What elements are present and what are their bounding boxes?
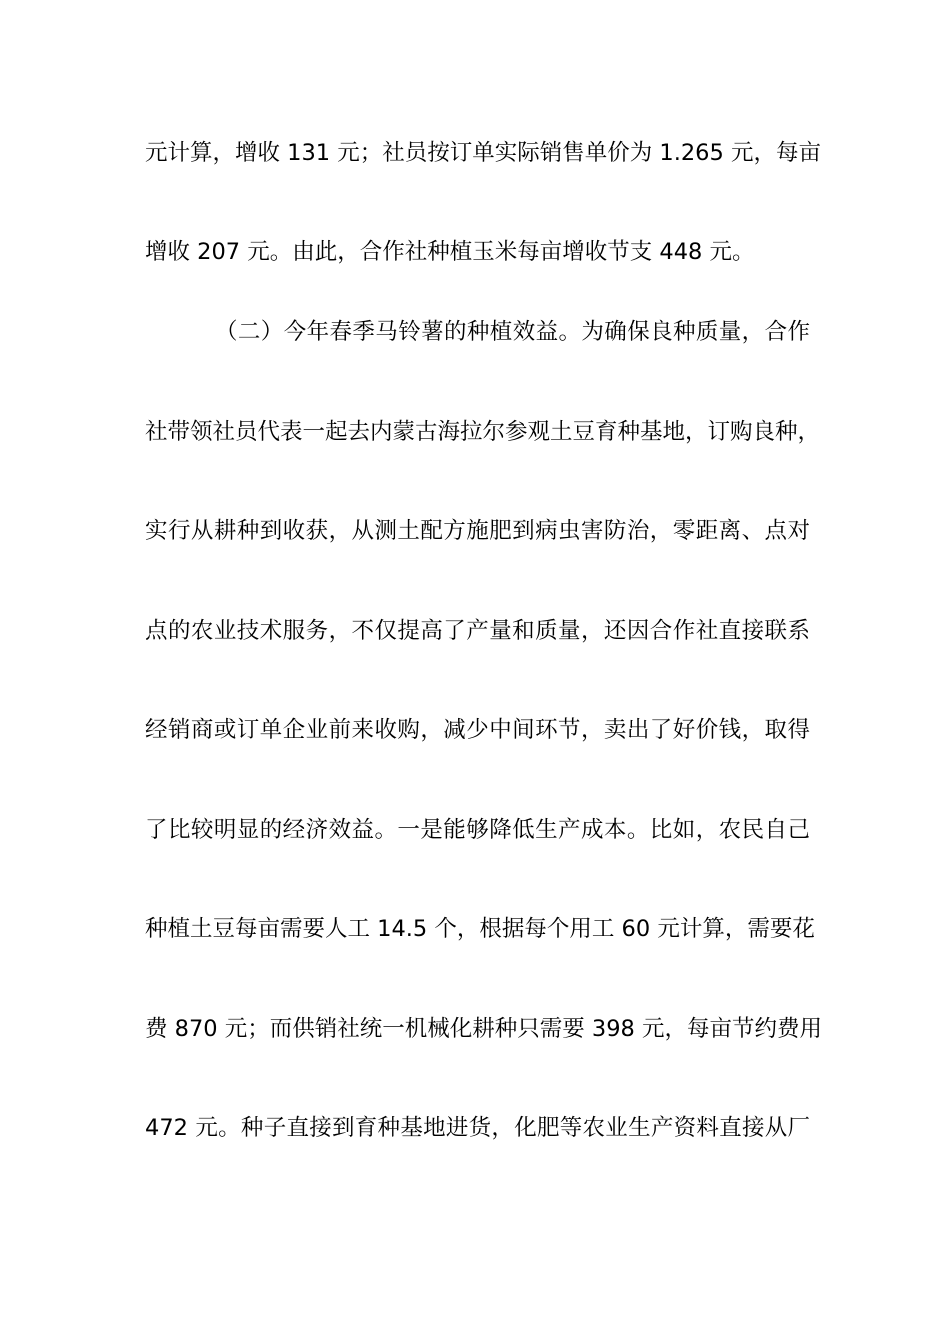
body-text-line: 元计算，增收 131 元；社员按订单实际销售单价为 1.265 元，每亩	[145, 140, 821, 166]
body-text-line: 种植土豆每亩需要人工 14.5 个，根据每个用工 60 元计算，需要花	[145, 916, 815, 942]
body-text-line: 实行从耕种到收获，从测土配方施肥到病虫害防治，零距离、点对	[145, 518, 810, 544]
body-text-line: 增收 207 元。由此，合作社种植玉米每亩增收节支 448 元。	[145, 239, 755, 265]
body-text-line: 了比较明显的经济效益。一是能够降低生产成本。比如，农民自己	[145, 817, 810, 843]
body-text-line: 费 870 元；而供销社统一机械化耕种只需要 398 元，每亩节约费用	[145, 1016, 823, 1042]
body-text-line: 经销商或订单企业前来收购，减少中间环节，卖出了好价钱，取得	[145, 717, 810, 743]
body-text-line: 点的农业技术服务，不仅提高了产量和质量，还因合作社直接联系	[145, 618, 810, 644]
body-text-line: 社带领社员代表一起去内蒙古海拉尔参观土豆育种基地，订购良种，	[145, 419, 821, 445]
body-text-line: 472 元。种子直接到育种基地进货，化肥等农业生产资料直接从厂	[145, 1115, 810, 1141]
paragraph-start-line: （二）今年春季马铃薯的种植效益。为确保良种质量，合作	[215, 319, 810, 345]
